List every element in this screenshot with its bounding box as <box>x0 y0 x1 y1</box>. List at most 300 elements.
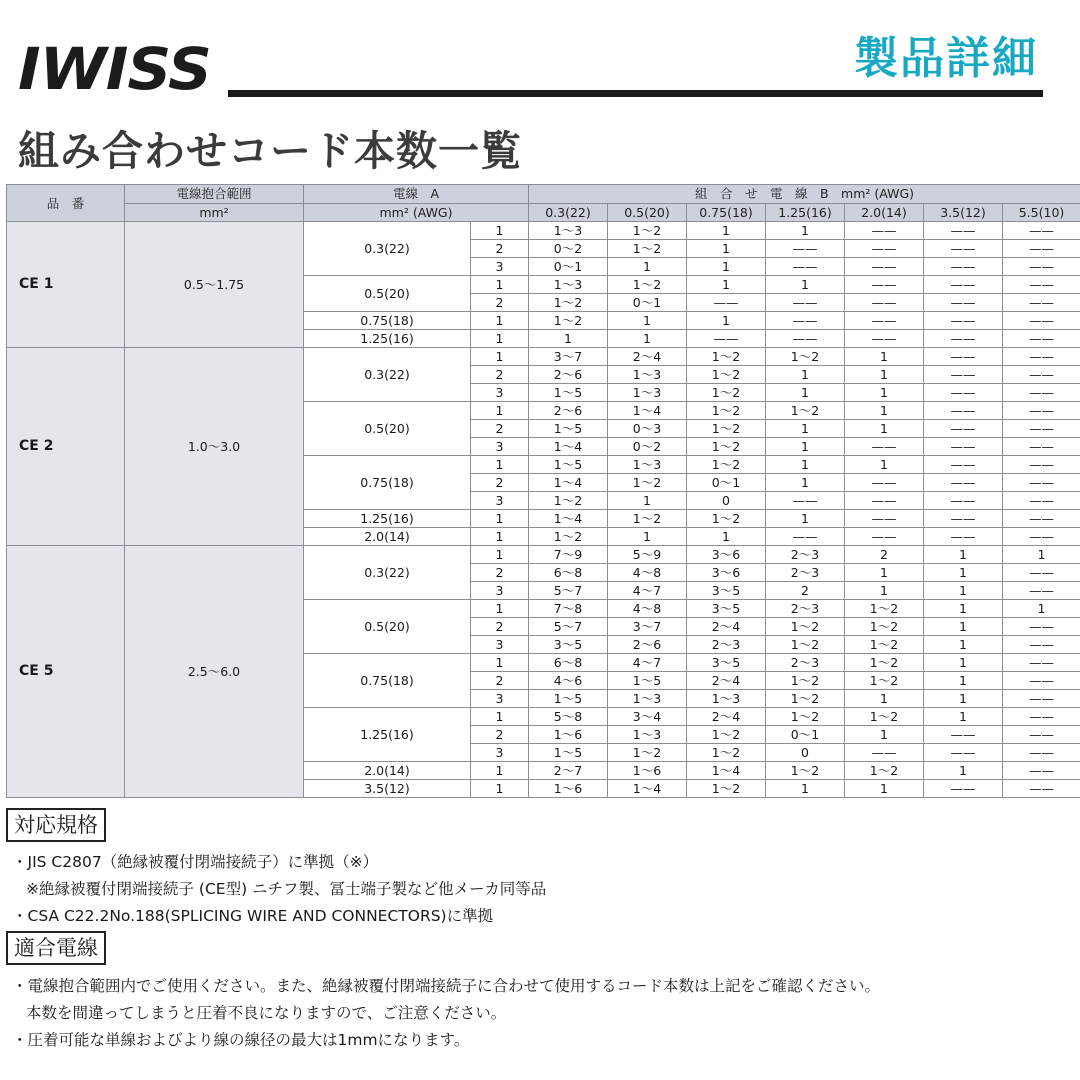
combo-count-cell: 1～2 <box>766 618 845 636</box>
combo-count-cell: 1～2 <box>766 762 845 780</box>
header-rule <box>228 90 1043 97</box>
combo-count-cell: 7～8 <box>529 600 608 618</box>
wire-a-count: 3 <box>471 438 529 456</box>
combo-count-cell: 0～1 <box>608 294 687 312</box>
combo-count-cell: —— <box>1003 762 1080 780</box>
combo-count-cell: —— <box>845 510 924 528</box>
combo-count-cell: 1～2 <box>687 780 766 798</box>
combo-count-cell: —— <box>845 492 924 510</box>
combo-count-cell: 1 <box>687 528 766 546</box>
wires-line: 本数を間違ってしまうと圧着不良になりますので、ご注意ください。 <box>26 1004 507 1022</box>
combo-count-cell: 2～6 <box>529 366 608 384</box>
combo-count-cell: —— <box>845 294 924 312</box>
combo-count-cell: 4～7 <box>608 582 687 600</box>
combination-table <box>6 184 1080 798</box>
combo-count-cell: —— <box>845 312 924 330</box>
combo-count-cell: —— <box>1003 294 1080 312</box>
wire-a-count: 1 <box>471 222 529 240</box>
combo-count-cell: 1～2 <box>608 222 687 240</box>
table-body <box>7 222 1080 798</box>
crimp-range: 0.5～1.75 <box>125 222 304 348</box>
wire-a-count: 1 <box>471 330 529 348</box>
combo-count-cell: 1 <box>924 636 1003 654</box>
combo-count-cell: 1～2 <box>845 636 924 654</box>
combo-count-cell: 1～5 <box>529 384 608 402</box>
combo-count-cell: —— <box>924 510 1003 528</box>
combo-count-cell: 3～5 <box>687 582 766 600</box>
combo-count-cell: 2 <box>845 546 924 564</box>
combo-count-cell: 1～2 <box>687 348 766 366</box>
combo-count-cell: —— <box>687 294 766 312</box>
product-code: CE 2 <box>7 348 125 546</box>
header-size: 3.5(12) <box>924 203 1003 222</box>
wire-a-count: 3 <box>471 492 529 510</box>
combo-count-cell: —— <box>1003 312 1080 330</box>
combo-count-cell: —— <box>1003 618 1080 636</box>
combo-count-cell: 1～5 <box>608 672 687 690</box>
combo-count-cell: 1～2 <box>766 402 845 420</box>
wire-a-count: 3 <box>471 258 529 276</box>
combo-count-cell: 1～4 <box>529 438 608 456</box>
combo-count-cell: 1～2 <box>608 744 687 762</box>
wire-a-size: 0.3(22) <box>304 222 471 276</box>
combo-count-cell: —— <box>845 258 924 276</box>
combo-count-cell: —— <box>924 402 1003 420</box>
combo-count-cell: 1 <box>687 276 766 294</box>
combo-count-cell: 1～4 <box>687 762 766 780</box>
wire-a-count: 3 <box>471 744 529 762</box>
combo-count-cell: 1 <box>766 456 845 474</box>
wire-a-count: 2 <box>471 726 529 744</box>
combo-count-cell: —— <box>687 330 766 348</box>
combo-count-cell: 1 <box>687 312 766 330</box>
wire-a-count: 2 <box>471 420 529 438</box>
combo-count-cell: 2～4 <box>687 672 766 690</box>
combo-count-cell: 1～2 <box>687 384 766 402</box>
wire-a-size: 1.25(16) <box>304 708 471 762</box>
combo-count-cell: 3～5 <box>529 636 608 654</box>
combo-count-cell: 1 <box>924 708 1003 726</box>
combo-count-cell: 1～2 <box>845 618 924 636</box>
combo-count-cell: —— <box>1003 690 1080 708</box>
combo-count-cell: —— <box>924 222 1003 240</box>
combo-count-cell: 1～2 <box>845 708 924 726</box>
combo-count-cell: 3～4 <box>608 708 687 726</box>
combo-count-cell: —— <box>1003 276 1080 294</box>
combo-count-cell: 1～5 <box>529 456 608 474</box>
combo-count-cell: 1～2 <box>687 510 766 528</box>
combo-count-cell: 1～2 <box>687 366 766 384</box>
product-detail-badge: 製品詳細 <box>854 33 1038 84</box>
wire-a-count: 1 <box>471 456 529 474</box>
wire-a-size: 2.0(14) <box>304 528 471 546</box>
wire-a-count: 1 <box>471 546 529 564</box>
combo-count-cell: 1 <box>845 348 924 366</box>
combo-count-cell: —— <box>1003 780 1080 798</box>
combo-count-cell: 3～7 <box>608 618 687 636</box>
wire-a-count: 3 <box>471 690 529 708</box>
wire-a-count: 2 <box>471 618 529 636</box>
wire-a-size: 1.25(16) <box>304 330 471 348</box>
wire-a-count: 3 <box>471 636 529 654</box>
header-range-unit: mm² <box>125 203 304 222</box>
combo-count-cell: —— <box>1003 654 1080 672</box>
combo-count-cell: —— <box>1003 474 1080 492</box>
wire-a-size: 2.0(14) <box>304 762 471 780</box>
standards-line: ※絶縁被覆付閉端接続子 (CE型) ニチフ製、冨士端子製など他メーカ同等品 <box>26 880 547 898</box>
header-range: 電線抱合範囲 <box>125 185 304 204</box>
header-wire-a: 電線 A <box>304 185 529 204</box>
combo-count-cell: 1～3 <box>608 726 687 744</box>
combo-count-cell: —— <box>924 276 1003 294</box>
wire-a-size: 0.75(18) <box>304 312 471 330</box>
combo-count-cell: —— <box>1003 726 1080 744</box>
combo-count-cell: 1 <box>766 366 845 384</box>
combo-count-cell: 5～9 <box>608 546 687 564</box>
combo-count-cell: —— <box>1003 744 1080 762</box>
combo-count-cell: 1 <box>845 366 924 384</box>
wire-a-count: 1 <box>471 654 529 672</box>
wire-a-size: 0.3(22) <box>304 546 471 600</box>
combo-count-cell: 1 <box>924 618 1003 636</box>
combo-count-cell: —— <box>766 330 845 348</box>
combo-count-cell: 6～8 <box>529 564 608 582</box>
header-size: 1.25(16) <box>766 203 845 222</box>
combo-count-cell: 4～6 <box>529 672 608 690</box>
combo-count-cell: —— <box>1003 582 1080 600</box>
combo-count-cell: —— <box>766 294 845 312</box>
combo-count-cell: 1～2 <box>608 510 687 528</box>
page-title: 組み合わせコード本数一覧 <box>18 127 522 175</box>
combo-count-cell: 0～2 <box>608 438 687 456</box>
combo-count-cell: 1～5 <box>529 690 608 708</box>
wire-a-size: 0.5(20) <box>304 276 471 312</box>
wire-a-size: 0.5(20) <box>304 600 471 654</box>
combo-count-cell: 1～2 <box>529 294 608 312</box>
wires-label: 適合電線 <box>6 931 106 965</box>
combo-count-cell: 1 <box>845 690 924 708</box>
combo-count-cell: 1～4 <box>608 402 687 420</box>
combo-count-cell: —— <box>1003 384 1080 402</box>
wire-a-size: 0.3(22) <box>304 348 471 402</box>
combo-count-cell: —— <box>924 744 1003 762</box>
combo-count-cell: 2～3 <box>687 636 766 654</box>
combo-count-cell: —— <box>766 492 845 510</box>
combo-count-cell: 1～4 <box>529 510 608 528</box>
combo-count-cell: 1 <box>924 546 1003 564</box>
combo-count-cell: —— <box>1003 258 1080 276</box>
combo-count-cell: —— <box>1003 456 1080 474</box>
combo-count-cell: —— <box>1003 348 1080 366</box>
header-combo: 組 合 せ 電 線 B mm² (AWG) <box>529 185 1080 204</box>
combo-count-cell: 1～2 <box>766 672 845 690</box>
wire-a-count: 1 <box>471 402 529 420</box>
combo-count-cell: 1～2 <box>687 438 766 456</box>
combo-count-cell: 1 <box>608 492 687 510</box>
combo-count-cell: —— <box>1003 510 1080 528</box>
wire-a-count: 2 <box>471 240 529 258</box>
header-size: 5.5(10) <box>1003 203 1080 222</box>
combo-count-cell: 1 <box>766 438 845 456</box>
combo-count-cell: —— <box>845 528 924 546</box>
wire-a-size: 3.5(12) <box>304 780 471 798</box>
header-wire-a-unit: mm² (AWG) <box>304 203 529 222</box>
wire-a-count: 1 <box>471 600 529 618</box>
combo-count-cell: 1 <box>766 222 845 240</box>
combo-count-cell: 1 <box>766 420 845 438</box>
crimp-range: 2.5～6.0 <box>125 546 304 798</box>
combo-count-cell: 1 <box>1003 546 1080 564</box>
combo-count-cell: 0～1 <box>529 258 608 276</box>
wire-a-count: 2 <box>471 672 529 690</box>
combo-count-cell: 1～6 <box>529 780 608 798</box>
combo-count-cell: 1 <box>924 582 1003 600</box>
combo-count-cell: 1～2 <box>766 348 845 366</box>
combo-count-cell: 4～7 <box>608 654 687 672</box>
combo-count-cell: —— <box>766 258 845 276</box>
combo-count-cell: 1～2 <box>766 636 845 654</box>
combo-count-cell: 1 <box>845 456 924 474</box>
combo-count-cell: —— <box>845 330 924 348</box>
combo-count-cell: 2～3 <box>766 564 845 582</box>
combo-count-cell: 3～6 <box>687 564 766 582</box>
combo-count-cell: 0～3 <box>608 420 687 438</box>
combo-count-cell: 1 <box>845 726 924 744</box>
combo-count-cell: —— <box>766 240 845 258</box>
combo-count-cell: 1～3 <box>608 366 687 384</box>
wire-a-size: 0.75(18) <box>304 654 471 708</box>
header-size: 0.3(22) <box>529 203 608 222</box>
standards-label: 対応規格 <box>6 808 106 842</box>
combo-count-cell: 1 <box>766 510 845 528</box>
combo-count-cell: 1～2 <box>687 402 766 420</box>
wire-a-size: 0.5(20) <box>304 402 471 456</box>
combo-count-cell: 3～6 <box>687 546 766 564</box>
wire-a-count: 1 <box>471 708 529 726</box>
combo-count-cell: —— <box>766 312 845 330</box>
wire-a-count: 1 <box>471 312 529 330</box>
combo-count-cell: 2～3 <box>766 600 845 618</box>
standards-line: ・JIS C2807（絶縁被覆付閉端接続子）に準拠（※） <box>12 853 379 871</box>
combo-count-cell: 1～4 <box>529 474 608 492</box>
combo-count-cell: 3～7 <box>529 348 608 366</box>
combo-count-cell: 1～2 <box>766 708 845 726</box>
combo-count-cell: —— <box>924 780 1003 798</box>
product-code: CE 5 <box>7 546 125 798</box>
combo-count-cell: —— <box>924 348 1003 366</box>
combo-count-cell: 1 <box>924 762 1003 780</box>
wire-a-count: 2 <box>471 294 529 312</box>
combo-count-cell: 1～4 <box>608 780 687 798</box>
combo-count-cell: 1 <box>845 780 924 798</box>
crimp-range: 1.0～3.0 <box>125 348 304 546</box>
combo-count-cell: 1 <box>845 582 924 600</box>
wire-a-count: 2 <box>471 564 529 582</box>
combo-count-cell: —— <box>1003 708 1080 726</box>
combo-count-cell: 2～3 <box>766 654 845 672</box>
combo-count-cell: 1～2 <box>608 474 687 492</box>
combo-count-cell: 1～2 <box>529 312 608 330</box>
combo-count-cell: —— <box>845 744 924 762</box>
combo-count-cell: —— <box>845 276 924 294</box>
wire-a-count: 2 <box>471 366 529 384</box>
wire-a-count: 1 <box>471 780 529 798</box>
combo-count-cell: —— <box>924 258 1003 276</box>
combo-count-cell: 1 <box>687 222 766 240</box>
header-product: 品 番 <box>7 185 125 222</box>
combo-count-cell: 1～5 <box>529 744 608 762</box>
combo-count-cell: 1 <box>766 780 845 798</box>
combo-count-cell: 1～2 <box>845 654 924 672</box>
combo-count-cell: 1 <box>924 600 1003 618</box>
combo-count-cell: 0～1 <box>687 474 766 492</box>
combo-count-cell: 1～2 <box>845 762 924 780</box>
combo-count-cell: —— <box>845 240 924 258</box>
combo-count-cell: 2 <box>766 582 845 600</box>
combo-count-cell: 6～8 <box>529 654 608 672</box>
combo-count-cell: —— <box>924 240 1003 258</box>
combo-count-cell: —— <box>924 330 1003 348</box>
combo-count-cell: —— <box>924 294 1003 312</box>
combo-count-cell: 4～8 <box>608 600 687 618</box>
combo-count-cell: 1 <box>845 564 924 582</box>
combo-count-cell: 1 <box>845 402 924 420</box>
combo-count-cell: 3～5 <box>687 654 766 672</box>
combo-count-cell: —— <box>1003 438 1080 456</box>
wire-a-size: 1.25(16) <box>304 510 471 528</box>
combo-count-cell: 2～4 <box>687 708 766 726</box>
combo-count-cell: 1 <box>687 240 766 258</box>
combo-count-cell: —— <box>924 726 1003 744</box>
combo-count-cell: 2～4 <box>687 618 766 636</box>
combo-count-cell: 1 <box>766 384 845 402</box>
combo-count-cell: 1～3 <box>529 222 608 240</box>
combo-count-cell: 1 <box>529 330 608 348</box>
wires-line: ・電線抱合範囲内でご使用ください。また、絶縁被覆付閉端接続子に合わせて使用するコード本数は上記をご確認ください。 <box>12 977 881 995</box>
combo-count-cell: —— <box>924 366 1003 384</box>
combo-count-cell: 2～4 <box>608 348 687 366</box>
combo-count-cell: 1～2 <box>845 672 924 690</box>
combo-count-cell: —— <box>924 438 1003 456</box>
combo-count-cell: 2～6 <box>608 636 687 654</box>
combo-count-cell: —— <box>1003 420 1080 438</box>
combo-count-cell: 1～6 <box>529 726 608 744</box>
combo-count-cell: —— <box>1003 402 1080 420</box>
combo-count-cell: 1 <box>924 564 1003 582</box>
combo-count-cell: 5～7 <box>529 582 608 600</box>
combo-count-cell: 1～2 <box>687 456 766 474</box>
combo-count-cell: —— <box>845 438 924 456</box>
combo-count-cell: 1～2 <box>608 240 687 258</box>
combo-count-cell: 1 <box>845 384 924 402</box>
wire-a-count: 3 <box>471 582 529 600</box>
header-size: 0.5(20) <box>608 203 687 222</box>
combo-count-cell: 1～2 <box>529 492 608 510</box>
combo-count-cell: —— <box>766 528 845 546</box>
combo-count-cell: 1～6 <box>608 762 687 780</box>
table-row <box>7 546 1080 564</box>
combo-count-cell: 3～5 <box>687 600 766 618</box>
combo-count-cell: —— <box>1003 330 1080 348</box>
combo-count-cell: 1 <box>1003 600 1080 618</box>
combo-count-cell: 1～2 <box>687 420 766 438</box>
combo-count-cell: —— <box>845 222 924 240</box>
combo-count-cell: —— <box>924 384 1003 402</box>
combo-count-cell: —— <box>1003 672 1080 690</box>
combo-count-cell: 0 <box>766 744 845 762</box>
wire-a-count: 1 <box>471 510 529 528</box>
combo-count-cell: 1 <box>687 258 766 276</box>
combo-count-cell: 1～5 <box>529 420 608 438</box>
combo-count-cell: 1 <box>924 690 1003 708</box>
combo-count-cell: —— <box>924 420 1003 438</box>
combo-count-cell: —— <box>924 456 1003 474</box>
standards-line: ・CSA C22.2No.188(SPLICING WIRE AND CONNECTORS)に準拠 <box>12 907 494 925</box>
wire-a-count: 3 <box>471 384 529 402</box>
combo-count-cell: 2～6 <box>529 402 608 420</box>
combo-count-cell: 7～9 <box>529 546 608 564</box>
combo-count-cell: —— <box>1003 492 1080 510</box>
combo-count-cell: 5～7 <box>529 618 608 636</box>
combo-count-cell: 1～2 <box>529 528 608 546</box>
combo-count-cell: 1～2 <box>608 276 687 294</box>
header-size: 0.75(18) <box>687 203 766 222</box>
combo-count-cell: 1 <box>608 258 687 276</box>
combo-count-cell: —— <box>1003 564 1080 582</box>
combo-count-cell: 1～3 <box>608 690 687 708</box>
combo-count-cell: 1 <box>924 654 1003 672</box>
header-size: 2.0(14) <box>845 203 924 222</box>
combo-count-cell: 1 <box>766 474 845 492</box>
combo-count-cell: —— <box>1003 528 1080 546</box>
wire-a-count: 1 <box>471 348 529 366</box>
combo-count-cell: 1～2 <box>845 600 924 618</box>
table-row <box>7 222 1080 240</box>
combo-count-cell: 1～3 <box>608 384 687 402</box>
wire-a-count: 2 <box>471 474 529 492</box>
combo-count-cell: —— <box>924 528 1003 546</box>
combo-count-cell: 2～7 <box>529 762 608 780</box>
combo-count-cell: —— <box>1003 636 1080 654</box>
combo-count-cell: 1～2 <box>766 690 845 708</box>
combo-count-cell: 5～8 <box>529 708 608 726</box>
combo-count-cell: 1 <box>608 312 687 330</box>
combo-count-cell: —— <box>924 492 1003 510</box>
combo-count-cell: —— <box>1003 366 1080 384</box>
combo-count-cell: 1 <box>766 276 845 294</box>
wire-a-count: 1 <box>471 276 529 294</box>
combo-count-cell: 1～2 <box>687 744 766 762</box>
combo-count-cell: 0 <box>687 492 766 510</box>
combo-count-cell: —— <box>1003 240 1080 258</box>
combo-count-cell: —— <box>924 474 1003 492</box>
combo-count-cell: 1 <box>608 330 687 348</box>
combo-count-cell: —— <box>924 312 1003 330</box>
combo-count-cell: 0～1 <box>766 726 845 744</box>
combo-count-cell: 1 <box>924 672 1003 690</box>
combo-count-cell: 1 <box>608 528 687 546</box>
table-row <box>7 348 1080 366</box>
combo-count-cell: 1～3 <box>687 690 766 708</box>
combo-count-cell: 0～2 <box>529 240 608 258</box>
combo-count-cell: 1～3 <box>529 276 608 294</box>
combo-count-cell: 1 <box>845 420 924 438</box>
combo-count-cell: 4～8 <box>608 564 687 582</box>
combo-count-cell: —— <box>1003 222 1080 240</box>
wire-a-count: 1 <box>471 528 529 546</box>
wire-a-count: 1 <box>471 762 529 780</box>
wire-a-size: 0.75(18) <box>304 456 471 510</box>
